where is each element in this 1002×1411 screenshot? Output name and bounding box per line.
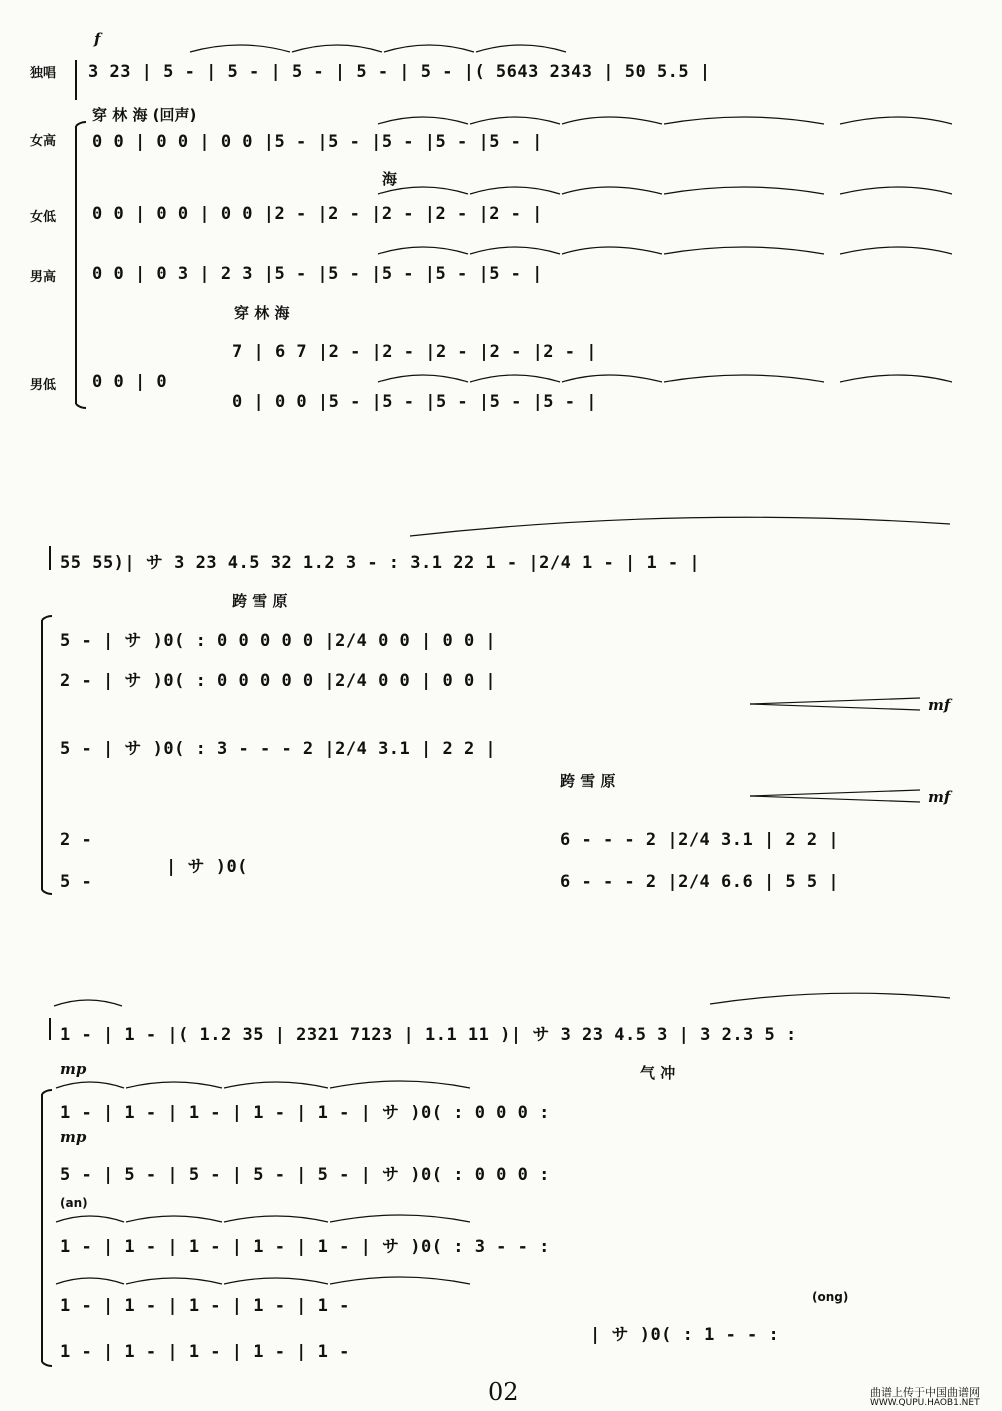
part-label-bass: 男低: [30, 378, 57, 393]
solo-notes-line3: 1 - | 1 - |( 1.2 35 | 2321 7123 | 1.1 11 )| サ 3 23 4.5 3 | 3 2.3 5 :: [60, 1025, 797, 1045]
page-number: 02: [488, 1378, 519, 1406]
watermark-text: 曲谱上传于中国曲谱网: [870, 1386, 980, 1399]
soprano-notes-line2: 5 - | サ )0( : 0 0 0 0 0 |2/4 0 0 | 0 0 |: [60, 631, 497, 651]
solo-notes-line2: 55 55)| サ 3 23 4.5 32 1.2 3 - : 3.1 22 1 - |2/4 1 - | 1 - |: [60, 553, 701, 573]
dynamic-mezzo-forte-tenor: mf: [928, 696, 951, 714]
bass-bottom-notes-line3: 1 - | 1 - | 1 - | 1 - | 1 -: [60, 1342, 350, 1362]
bass-bottom-end-notes-line2: 6 - - - 2 |2/4 6.6 | 5 5 |: [560, 872, 840, 892]
solo-lyrics-line3: 气 冲: [640, 1064, 676, 1082]
part-label-solo: 独唱: [30, 66, 57, 81]
solo-lyrics-line1: 穿 林 海 (回声): [92, 106, 197, 124]
tenor-notes-line1: 0 0 | 0 3 | 2 3 |5 - |5 - |5 - |5 - |5 - |: [92, 264, 543, 284]
tenor-lyrics-line1: 穿 林 海: [234, 304, 290, 322]
alto-notes-line3: 5 - | 5 - | 5 - | 5 - | 5 - | サ )0( : 0 0 0 :: [60, 1165, 550, 1185]
bass-lead-notes-line1: 0 0 | 0: [92, 372, 168, 392]
dynamic-mezzo-piano-soprano: mp: [60, 1060, 87, 1078]
dynamic-forte: f: [94, 30, 101, 48]
tenor-notes-line3: 1 - | 1 - | 1 - | 1 - | 1 - | サ )0( : 3 - - :: [60, 1237, 550, 1257]
bass-top-notes-line1: 7 | 6 7 |2 - |2 - |2 - |2 - |2 - |: [232, 342, 597, 362]
soprano-lyrics-line1: 海: [382, 170, 398, 188]
soprano-notes-line3: 1 - | 1 - | 1 - | 1 - | 1 - | サ )0( : 0 0 0 :: [60, 1103, 550, 1123]
bass-bottom-notes-line1: 0 | 0 0 |5 - |5 - |5 - |5 - |5 - |: [232, 392, 597, 412]
part-label-soprano: 女高: [30, 134, 57, 149]
bass-end-notes-line3: | サ )0( : 1 - - :: [590, 1325, 780, 1345]
solo-notes-line1: 3 23 | 5 - | 5 - | 5 - | 5 - | 5 - |( 5643 2343 | 50 5.5 |: [88, 62, 711, 82]
bass-top-notes-line3: 1 - | 1 - | 1 - | 1 - | 1 -: [60, 1296, 350, 1316]
tenor-notes-line2: 5 - | サ )0( : 3 - - - 2 |2/4 3.1 | 2 2 |: [60, 739, 497, 759]
watermark-url: WWW.QUPU.HAOB1.NET: [870, 1398, 980, 1408]
alto-syllable: (an): [60, 1196, 88, 1210]
dynamic-mezzo-forte-bass: mf: [928, 788, 951, 806]
alto-notes-line1: 0 0 | 0 0 | 0 0 |2 - |2 - |2 - |2 - |2 - |: [92, 204, 543, 224]
solo-lyrics-line2: 跨 雪 原: [232, 592, 288, 610]
bass-mid-notes-line2: | サ )0(: [166, 857, 248, 877]
alto-notes-line2: 2 - | サ )0( : 0 0 0 0 0 |2/4 0 0 | 0 0 |: [60, 671, 497, 691]
bass-top-end-notes-line2: 6 - - - 2 |2/4 3.1 | 2 2 |: [560, 830, 840, 850]
soprano-notes-line1: 0 0 | 0 0 | 0 0 |5 - |5 - |5 - |5 - |5 - |: [92, 132, 543, 152]
bass-bottom-notes-line2: 5 -: [60, 872, 93, 892]
part-label-tenor: 男高: [30, 270, 57, 285]
tenor-lyrics-line2: 跨 雪 原: [560, 772, 616, 790]
bass-syllable: (ong): [812, 1290, 849, 1304]
bass-top-notes-line2: 2 -: [60, 830, 93, 850]
part-label-alto: 女低: [30, 210, 57, 225]
dynamic-mezzo-piano-alto: mp: [60, 1128, 87, 1146]
